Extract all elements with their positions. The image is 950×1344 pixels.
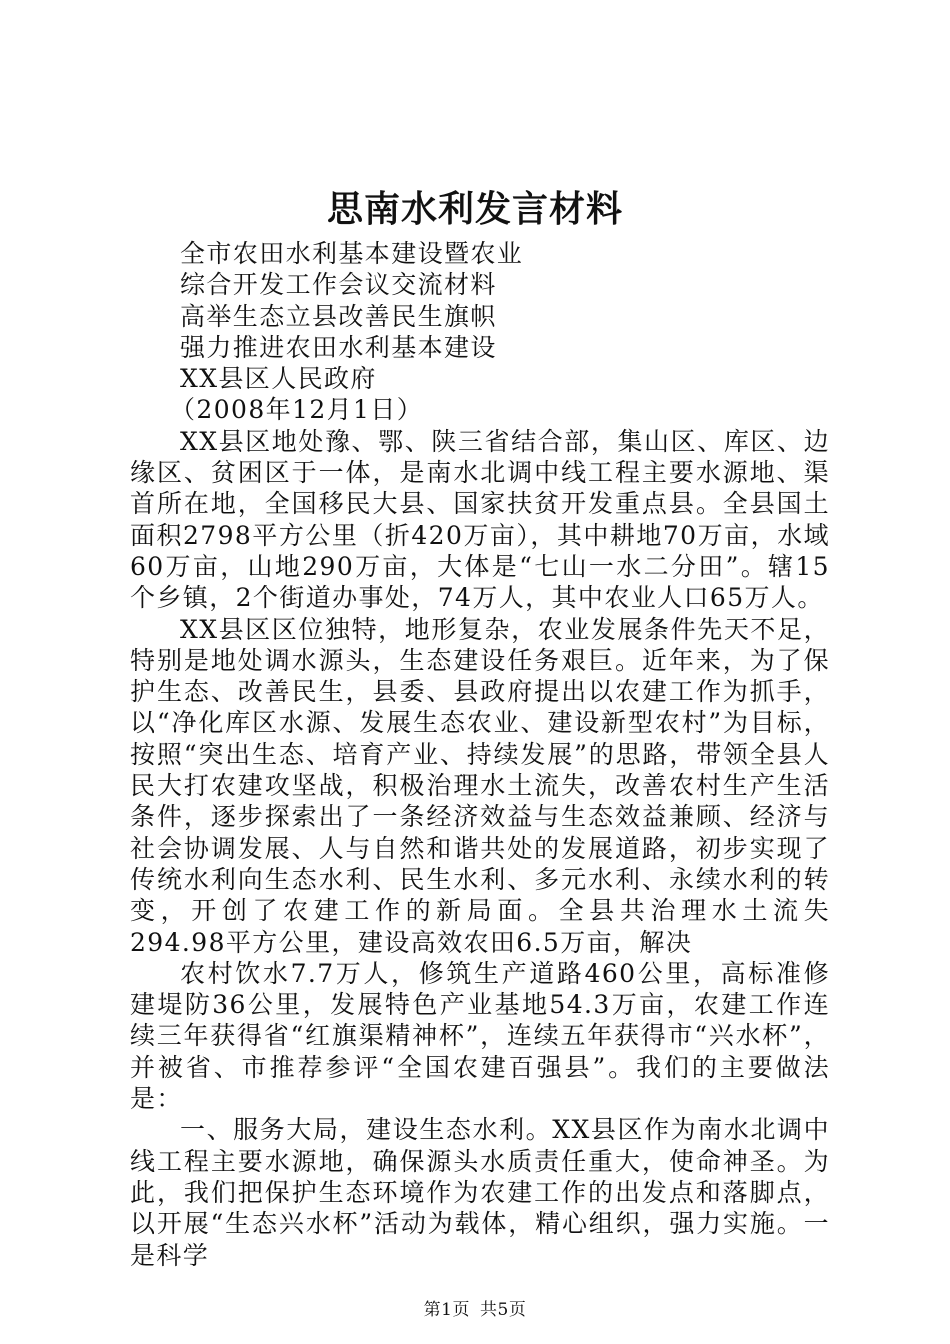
header-line: 高举生态立县改善民生旗帜 bbox=[180, 301, 497, 331]
date-line: （2008年12月1日） bbox=[170, 395, 424, 425]
document-body bbox=[130, 238, 830, 1271]
paragraph: XX县区区位独特，地形复杂，农业发展条件先天不足，特别是地处调水源头，生态建设任务艰巨。近年来，为了保护生态、改善民生，县委、县政府提出以农建工作为抓手，以“净化库区水源、发展生态农业、建设新型农村”为目标，按照“突出生态、培育产业、持续发展”的思路，带领全县人民大打农建攻坚战，积极治理水土流失，改善农村生产生活条件，逐步探索出了一条经济效益与生态效益兼顾、经济与社会协调发展、人与自然和谐共处的发展道路，初步实现了传统水利向生态水利、民生水利、多元水利、永续水利的转变，开创了农建工作的新局面。全县共治理水土流失294.98平方公里，建设高效农田6.5万亩，解决 bbox=[130, 614, 830, 957]
paragraph: 一、服务大局，建设生态水利。XX县区作为南水北调中线工程主要水源地，确保源头水质责任重大，使命神圣。为此，我们把保护生态环境作为农建工作的出发点和落脚点，以开展“生态兴水杯”活动为载体，精心组织，强力实施。一是科学 bbox=[130, 1115, 830, 1270]
paragraph: 农村饮水7.7万人，修筑生产道路460公里，高标准修建堤防36公里，发展特色产业基地54.3万亩，农建工作连续三年获得省“红旗渠精神杯”，连续五年获得市“兴水杯”，并被省、市推荐参评“全国农建百强县”。我们的主要做法是： bbox=[130, 958, 830, 1114]
page-footer bbox=[0, 1298, 950, 1322]
page-number: 第1页 bbox=[423, 1300, 470, 1320]
page-total: 共5页 bbox=[480, 1300, 527, 1320]
header-line: 强力推进农田水利基本建设 bbox=[180, 332, 497, 362]
issuer-line: XX县区人民政府 bbox=[180, 364, 377, 394]
header-line: 全市农田水利基本建设暨农业 bbox=[180, 239, 524, 268]
header-line: 综合开发工作会议交流材料 bbox=[180, 270, 497, 300]
document-title: 思南水利发言材料 bbox=[326, 188, 623, 230]
paragraph: XX县区地处豫、鄂、陕三省结合部，集山区、库区、边缘区、贫困区于一体，是南水北调中线工程主要水源地、渠首所在地，全国移民大县、国家扶贫开发重点县。全县国土面积2798平方公里（折420万亩），其中耕地70万亩，水域60万亩，山地290万亩，大体是“七山一水二分田”。辖15个乡镇，2个街道办事处，74万人，其中农业人口65万人。 bbox=[130, 426, 830, 613]
